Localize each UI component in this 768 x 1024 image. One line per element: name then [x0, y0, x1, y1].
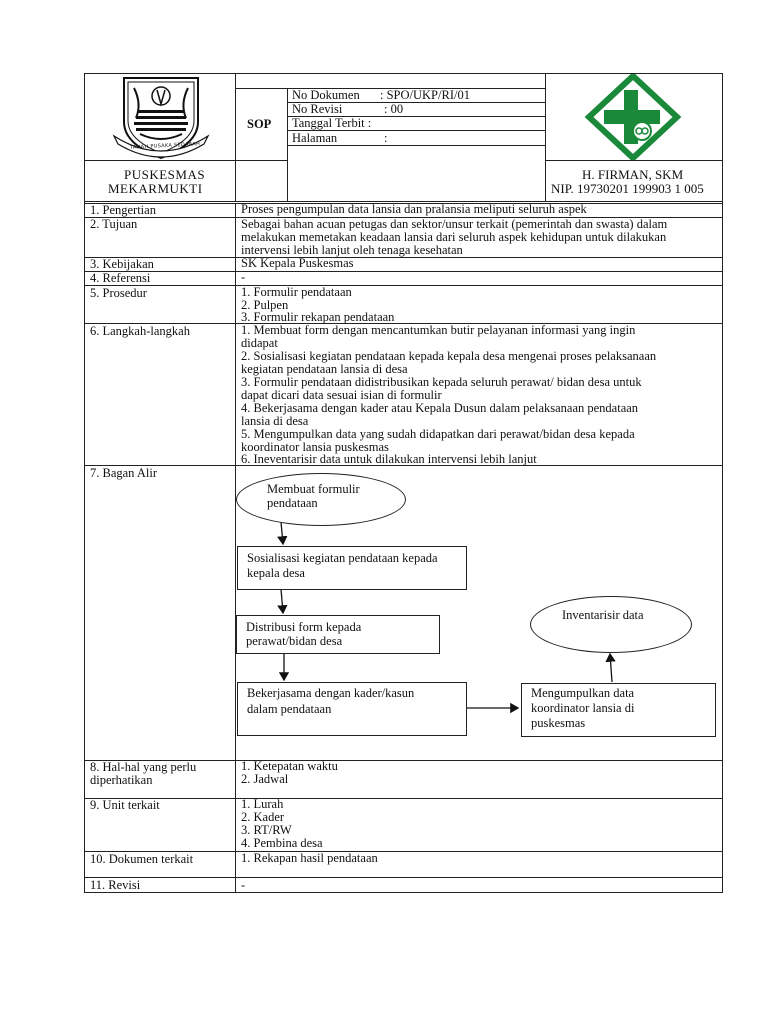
- row-langkah-item: koordinator lansia puskesmas: [241, 440, 389, 454]
- row-hal-item: 1. Ketepatan waktu: [241, 759, 338, 773]
- row-tujuan-line: melakukan memetakan keadaan lansia dari seluruh aspek kehidupan untuk dilakukan: [241, 230, 667, 244]
- row-prosedur-label: 5. Prosedur: [90, 286, 147, 300]
- row-unit-item: 3. RT/RW: [241, 823, 292, 837]
- page-value: :: [384, 131, 388, 145]
- flow-step-text: pendataan: [267, 496, 318, 510]
- row-dokumen-label: 10. Dokumen terkait: [90, 852, 194, 866]
- flow-step-text: puskesmas: [531, 716, 586, 730]
- flow-step-text: Bekerjasama dengan kader/kasun: [247, 686, 415, 700]
- revision-value: : 00: [384, 102, 404, 116]
- doc-number-value: : SPO/UKP/RI/01: [380, 88, 470, 102]
- flow-step-cooperation: [237, 682, 467, 736]
- doc-number-label: No Dokumen: [292, 88, 360, 102]
- row-kebijakan-label: 3. Kebijakan: [90, 257, 154, 271]
- flow-step-text: dalam pendataan: [247, 702, 332, 716]
- flow-step-text: Membuat formulir: [267, 482, 360, 496]
- row-langkah-item: 5. Mengumpulkan data yang sudah didapatkan dari perawat/bidan desa kepada: [241, 427, 635, 441]
- flow-step-create-form: [236, 473, 406, 526]
- head-name: H. FIRMAN, SKM: [582, 167, 684, 182]
- emblem-motto: TANAH PUSAKA SEDARAH: [129, 141, 201, 151]
- row-tujuan-line: Sebagai bahan acuan petugas dan sektor/unsur terkait (pemerintah dan swasta) dalam: [241, 217, 668, 231]
- flow-step-text: perawat/bidan desa: [246, 634, 343, 648]
- row-dokumen-text: 1. Rekapan hasil pendataan: [241, 851, 378, 865]
- row-langkah-item: 1. Membuat form dengan mencantumkan butir pelayanan informasi yang ingin: [241, 323, 636, 337]
- flow-step-text: Distribusi form kepada: [246, 620, 362, 634]
- row-prosedur-item: 1. Formulir pendataan: [241, 285, 352, 299]
- head-nip: NIP. 19730201 199903 1 005: [551, 181, 704, 196]
- row-tujuan-label: 2. Tujuan: [90, 217, 138, 231]
- row-kebijakan-text: SK Kepala Puskesmas: [241, 256, 354, 270]
- row-hal-item: 2. Jadwal: [241, 772, 289, 786]
- flow-step-text: koordinator lansia di: [531, 701, 635, 715]
- puskesmas-logo: [584, 74, 682, 160]
- flow-step-text: Sosialisasi kegiatan pendataan kepada: [247, 551, 438, 565]
- row-unit-item: 4. Pembina desa: [241, 836, 323, 850]
- publish-date-label: Tanggal Terbit :: [292, 116, 372, 130]
- row-langkah-label: 6. Langkah-langkah: [90, 324, 190, 338]
- flow-step-text: Inventarisir data: [562, 608, 644, 622]
- row-tujuan-line: intervensi lebih lanjut oleh tenaga kesehatan: [241, 243, 463, 257]
- row-langkah-item: 2. Sosialisasi kegiatan pendataan kepada kepala desa mengenai proses pelaksanaan: [241, 349, 657, 363]
- row-revisi-text: -: [241, 878, 246, 892]
- flow-step-text: Mengumpulkan data: [531, 686, 635, 700]
- row-bagan-label: 7. Bagan Alir: [90, 466, 158, 480]
- revision-label: No Revisi: [292, 102, 343, 116]
- row-unit-item: 2. Kader: [241, 810, 285, 824]
- row-langkah-item: kegiatan pendataan lansia di desa: [241, 362, 408, 376]
- row-langkah-item: dapat dicari data sesuai isian di formulir: [241, 388, 442, 402]
- row-pengertian-label: 1. Pengertian: [90, 203, 156, 217]
- row-langkah-item: didapat: [241, 336, 278, 350]
- row-prosedur-item: 3. Formulir rekapan pendataan: [241, 310, 395, 324]
- row-langkah-item: 4. Bekerjasama dengan kader atau Kepala Dusun dalam pelaksanaan pendataan: [241, 401, 639, 415]
- row-referensi-label: 4. Referensi: [90, 271, 151, 285]
- flow-step-socialization: [237, 546, 467, 590]
- row-langkah-item: lansia di desa: [241, 414, 309, 428]
- page-label: Halaman: [292, 131, 338, 145]
- row-referensi-text: -: [241, 270, 246, 284]
- flow-step-collect-data: [521, 683, 716, 737]
- flow-step-inventory: [530, 596, 692, 653]
- row-hal-label: diperhatikan: [90, 773, 153, 787]
- row-unit-label: 9. Unit terkait: [90, 798, 160, 812]
- row-prosedur-item: 2. Pulpen: [241, 298, 289, 312]
- row-revisi-label: 11. Revisi: [90, 878, 141, 892]
- institution-name-line2: MEKARMUKTI: [108, 181, 203, 196]
- institution-name-line1: PUSKESMAS: [124, 167, 206, 182]
- row-langkah-item: 3. Formulir pendataan didistribusikan kepada seluruh perawat/ bidan desa untuk: [241, 375, 642, 389]
- row-langkah-item: 6. Ineventarisir data untuk dilakukan intervensi lebih lanjut: [241, 452, 537, 466]
- row-pengertian-text: Proses pengumpulan data lansia dan pralansia meliputi seluruh aspek: [241, 202, 587, 216]
- sop-label: SOP: [247, 117, 272, 131]
- row-unit-item: 1. Lurah: [241, 797, 284, 811]
- row-hal-label: 8. Hal-hal yang perlu: [90, 760, 197, 774]
- flow-step-text: kepala desa: [247, 566, 305, 580]
- flow-step-distribution: [236, 615, 440, 654]
- regional-emblem: [112, 74, 210, 160]
